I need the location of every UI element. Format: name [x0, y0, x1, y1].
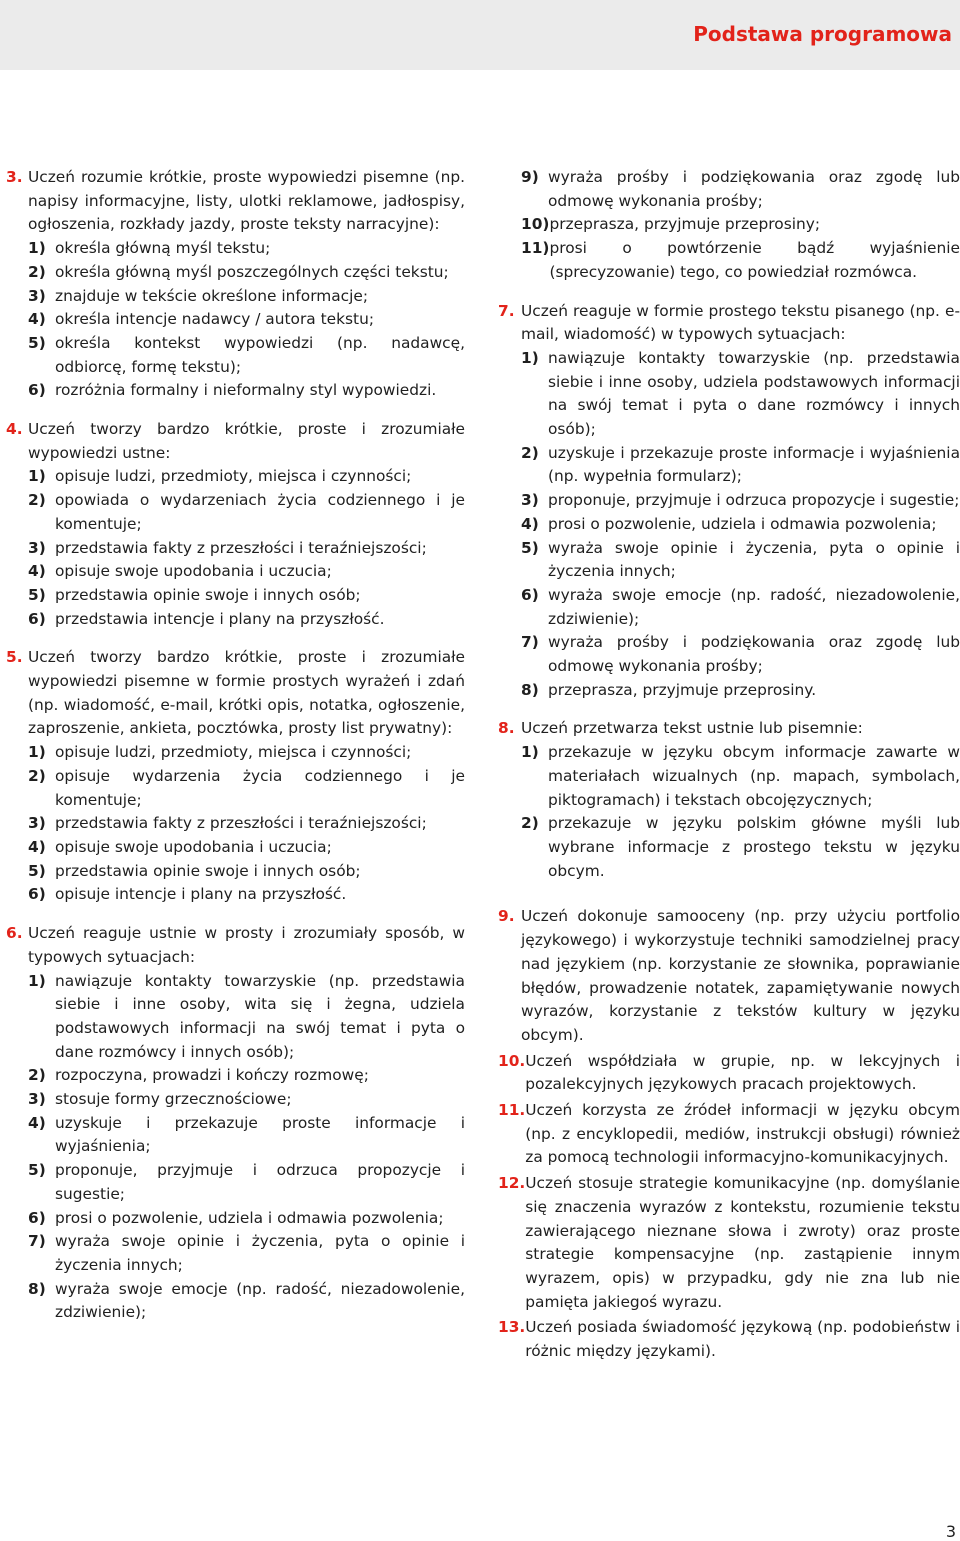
header-band [0, 0, 960, 70]
page-number: 3 [945, 1522, 956, 1541]
item-text: określa intencje nadawcy / autora tekstu; [55, 310, 375, 329]
item-text: stosuje formy grzecznościowe; [55, 1090, 292, 1109]
item-number: 2) [28, 1066, 46, 1085]
item-number: 2) [28, 766, 46, 785]
item-number: 5) [28, 1161, 46, 1180]
list-item [521, 741, 960, 812]
section-heading [498, 1316, 960, 1363]
section-heading [498, 1172, 960, 1314]
item-text: uzyskuje i przekazuje proste informacje i wyjaśnienia (np. wypełnia formularz); [548, 443, 960, 486]
item-number: 3) [521, 491, 539, 510]
item-text: przekazuje w języku obcym informacje zawarte w materiałach wizualnych (np. mapach, symbolach, piktogramach) i tekstach obcojęzycznych; [548, 743, 960, 809]
section [6, 418, 465, 631]
item-number: 5) [28, 585, 46, 604]
section-text: Uczeń reaguje w formie prostego tekstu pisanego (np. e-mail, wiadomość) w typowych sytuacjach: [521, 301, 960, 344]
section-text: Uczeń przetwarza tekst ustnie lub pisemnie: [521, 719, 863, 738]
list-item [28, 1088, 465, 1112]
item-number: 6) [521, 585, 539, 604]
section-text: Uczeń reaguje ustnie w prosty i zrozumiały sposób, w typowych sytuacjach: [28, 924, 465, 966]
list-item [28, 584, 465, 608]
section [498, 1050, 960, 1097]
list-item [28, 883, 465, 907]
section-number: 4. [6, 420, 23, 439]
list-item [28, 1112, 465, 1159]
section [498, 166, 960, 285]
list-item [521, 489, 960, 513]
section-number: 6. [6, 924, 23, 943]
item-text: przeprasza, przyjmuje przeprosiny; [549, 215, 821, 234]
list-item [521, 679, 960, 703]
item-text: określa główną myśl poszczególnych części tekstu; [55, 262, 449, 281]
section [498, 717, 960, 883]
list-item [521, 237, 960, 284]
item-number: 7) [521, 633, 539, 652]
section-text: Uczeń posiada świadomość językową (np. podobieństw i różnic między językami). [525, 1318, 960, 1361]
item-number: 2) [521, 814, 539, 833]
section [498, 1172, 960, 1314]
item-number: 5) [521, 538, 539, 557]
list-item [28, 608, 465, 632]
item-text: przedstawia fakty z przeszłości i teraźniejszości; [55, 814, 427, 833]
section-number: 12. [498, 1174, 526, 1193]
item-number: 1) [28, 239, 46, 258]
item-number: 4) [28, 1113, 46, 1132]
item-number: 4) [28, 310, 46, 329]
item-text: rozróżnia formalny i nieformalny styl wypowiedzi. [55, 381, 437, 400]
item-text: proponuje, przyjmuje i odrzuca propozycje i sugestie; [55, 1161, 465, 1203]
section-text: Uczeń rozumie krótkie, proste wypowiedzi pisemne (np. napisy informacyjne, listy, ulotki reklamowe, jadłospisy, ogłoszenia, rozkłady jazdy, proste teksty narracyjne): [28, 168, 465, 234]
section-number: 5. [6, 648, 23, 667]
section [6, 166, 465, 403]
section [498, 1316, 960, 1363]
item-number: 1) [521, 743, 539, 762]
item-text: prosi o pozwolenie, udziela i odmawia pozwolenia; [55, 1208, 444, 1227]
item-text: uzyskuje i przekazuje proste informacje i wyjaśnienia; [55, 1113, 465, 1156]
section-heading [6, 922, 465, 969]
item-number: 4) [521, 514, 539, 533]
item-number: 10) [521, 215, 550, 234]
item-number: 4) [28, 837, 46, 856]
item-number: 7) [28, 1232, 46, 1251]
item-text: opisuje wydarzenia życia codziennego i je komentuje; [55, 766, 465, 809]
list-item [28, 1278, 465, 1325]
section-heading [498, 1050, 960, 1097]
list-item [28, 1064, 465, 1088]
list-item [521, 347, 960, 442]
item-text: prosi o pozwolenie, udziela i odmawia pozwolenia; [548, 514, 937, 533]
list-item [28, 836, 465, 860]
item-text: określa główną myśl tekstu; [55, 239, 271, 258]
section-heading [498, 1099, 960, 1170]
item-number: 2) [521, 443, 539, 462]
item-number: 8) [28, 1279, 46, 1298]
list-item [521, 537, 960, 584]
section-heading [498, 300, 960, 347]
section [6, 646, 465, 907]
item-number: 6) [28, 885, 46, 904]
item-number: 1) [28, 971, 46, 990]
list-item [28, 765, 465, 812]
page-header-title: Podstawa programowa [693, 22, 952, 46]
list-item [28, 1230, 465, 1277]
section-number: 3. [6, 168, 23, 186]
item-list [28, 465, 465, 631]
item-number: 3) [28, 814, 46, 833]
section-number: 13. [498, 1318, 526, 1337]
list-item [521, 631, 960, 678]
item-list [521, 741, 960, 883]
section-number: 10. [498, 1051, 526, 1070]
section-text: Uczeń tworzy bardzo krótkie, proste i zrozumiałe wypowiedzi ustne: [28, 420, 465, 462]
item-number: 1) [521, 348, 539, 367]
left-column [6, 166, 465, 1340]
section [498, 1099, 960, 1170]
item-text: przedstawia opinie swoje i innych osób; [55, 861, 361, 880]
item-text: wyraża swoje opinie i życzenia, pyta o opinie i życzenia innych; [55, 1232, 465, 1274]
item-text: rozpoczyna, prowadzi i kończy rozmowę; [55, 1066, 369, 1085]
item-text: przekazuje w języku polskim główne myśli lub wybrane informacje z prostego tekstu w języku obcym. [548, 814, 960, 880]
list-item [28, 332, 465, 379]
item-number: 6) [28, 381, 46, 400]
item-text: przedstawia intencje i plany na przyszłość. [55, 609, 385, 628]
item-text: nawiązuje kontakty towarzyskie (np. przedstawia siebie i inne osoby, udziela podstawowych informacji na swój temat i pyta o dane rozmówcy i innych osób); [548, 348, 960, 439]
item-text: określa kontekst wypowiedzi (np. nadawcę, odbiorcę, formę tekstu); [55, 333, 465, 376]
section-heading [498, 905, 960, 1047]
item-number: 3) [28, 1090, 46, 1109]
list-item [28, 489, 465, 536]
item-text: wyraża prośby i podziękowania oraz zgodę lub odmowę wykonania prośby; [548, 168, 960, 210]
list-item [28, 261, 465, 285]
item-text: znajduje w tekście określone informacje; [55, 286, 369, 305]
right-column [498, 166, 960, 1366]
item-number: 1) [28, 743, 46, 762]
item-number: 11) [521, 239, 550, 258]
list-item [521, 213, 960, 237]
section [498, 905, 960, 1047]
section-text: Uczeń stosuje strategie komunikacyjne (np. domyślanie się znaczenia wyrazów z kontekstu, rozumienie tekstu zawierającego nieznane słowa i zwroty) oraz proste strategie kompensacyjne (np. zastąpienie innym wyrazem, opis) w przypadku, gdy nie zna lub nie pamięta jakiegoś wyrazu. [525, 1174, 960, 1311]
list-item [28, 285, 465, 309]
item-text: opowiada o wydarzeniach życia codziennego i je komentuje; [55, 491, 465, 533]
item-number: 9) [521, 168, 539, 186]
list-item [28, 970, 465, 1065]
list-item [521, 166, 960, 213]
item-text: wyraża swoje emocje (np. radość, niezadowolenie, zdziwienie); [55, 1279, 465, 1322]
list-item [28, 1207, 465, 1231]
item-text: wyraża swoje emocje (np. radość, niezadowolenie, zdziwienie); [548, 585, 960, 628]
item-number: 6) [28, 609, 46, 628]
list-item [521, 513, 960, 537]
item-text: opisuje ludzi, przedmioty, miejsca i czynności; [55, 467, 412, 486]
item-number: 8) [521, 680, 539, 699]
list-item [521, 812, 960, 883]
item-list [28, 237, 465, 403]
item-text: wyraża swoje opinie i życzenia, pyta o opinie i życzenia innych; [548, 538, 960, 581]
section-text: Uczeń współdziała w grupie, np. w lekcyjnych i pozalekcyjnych językowych pracach projektowych. [525, 1051, 960, 1094]
section [498, 300, 960, 703]
item-number: 6) [28, 1208, 46, 1227]
item-number: 1) [28, 467, 46, 486]
item-number: 3) [28, 286, 46, 305]
item-number: 5) [28, 333, 46, 352]
item-number: 2) [28, 491, 46, 510]
item-number: 3) [28, 538, 46, 557]
list-item [28, 379, 465, 403]
section-text: Uczeń dokonuje samooceny (np. przy użyciu portfolio językowego) i wykorzystuje techniki samodzielnej pracy nad językiem (np. korzystanie ze słownika, poprawianie błędów, prowadzenie notatek, zapamiętywanie nowych wyrazów, korzystanie z tekstów kultury w języku obcym). [521, 907, 960, 1044]
list-item [28, 812, 465, 836]
list-item [28, 860, 465, 884]
section-heading [6, 166, 465, 237]
list-item [28, 560, 465, 584]
item-text: prosi o powtórzenie bądź wyjaśnienie (sprecyzowanie) tego, co powiedział rozmówca. [549, 239, 960, 281]
item-text: przeprasza, przyjmuje przeprosiny. [548, 680, 817, 699]
section-heading [498, 717, 960, 741]
list-item [521, 584, 960, 631]
section-heading [6, 646, 465, 741]
item-text: opisuje swoje upodobania i uczucia; [55, 562, 332, 581]
section [6, 922, 465, 1325]
item-text: opisuje ludzi, przedmioty, miejsca i czynności; [55, 743, 412, 762]
section-number: 11. [498, 1101, 526, 1120]
list-item [521, 442, 960, 489]
item-text: przedstawia opinie swoje i innych osób; [55, 585, 361, 604]
item-number: 2) [28, 262, 46, 281]
list-item [28, 465, 465, 489]
item-text: przedstawia fakty z przeszłości i teraźniejszości; [55, 538, 427, 557]
item-number: 5) [28, 861, 46, 880]
list-item [28, 741, 465, 765]
list-item [28, 237, 465, 261]
item-number: 4) [28, 562, 46, 581]
list-item [28, 308, 465, 332]
item-text: proponuje, przyjmuje i odrzuca propozycje i sugestie; [548, 491, 960, 510]
section-text: Uczeń korzysta ze źródeł informacji w języku obcym (np. z encyklopedii, mediów, instrukcji obsługi) również za pomocą technologii informacyjno-komunikacyjnych. [525, 1101, 960, 1167]
item-list [28, 741, 465, 907]
section-number: 9. [498, 907, 515, 926]
item-text: opisuje intencje i plany na przyszłość. [55, 885, 347, 904]
section-number: 7. [498, 301, 515, 320]
item-list [521, 347, 960, 703]
list-item [28, 537, 465, 561]
item-list [28, 970, 465, 1326]
list-item [28, 1159, 465, 1206]
item-text: opisuje swoje upodobania i uczucia; [55, 837, 332, 856]
item-text: nawiązuje kontakty towarzyskie (np. przedstawia siebie i inne osoby, wita się i żegna, udziela podstawowych informacji na swój temat i pyta o dane rozmówcy i innych osób); [55, 971, 465, 1061]
section-heading [6, 418, 465, 465]
section-number: 8. [498, 719, 515, 738]
section-text: Uczeń tworzy bardzo krótkie, proste i zrozumiałe wypowiedzi pisemne w formie prostych wyrażeń i zdań (np. wiadomość, e-mail, krótki opis, notatka, ogłoszenie, zaproszenie, ankieta, pocztówka, prosty list prywatny): [28, 648, 465, 738]
item-list [521, 166, 960, 285]
item-text: wyraża prośby i podziękowania oraz zgodę lub odmowę wykonania prośby; [548, 633, 960, 676]
